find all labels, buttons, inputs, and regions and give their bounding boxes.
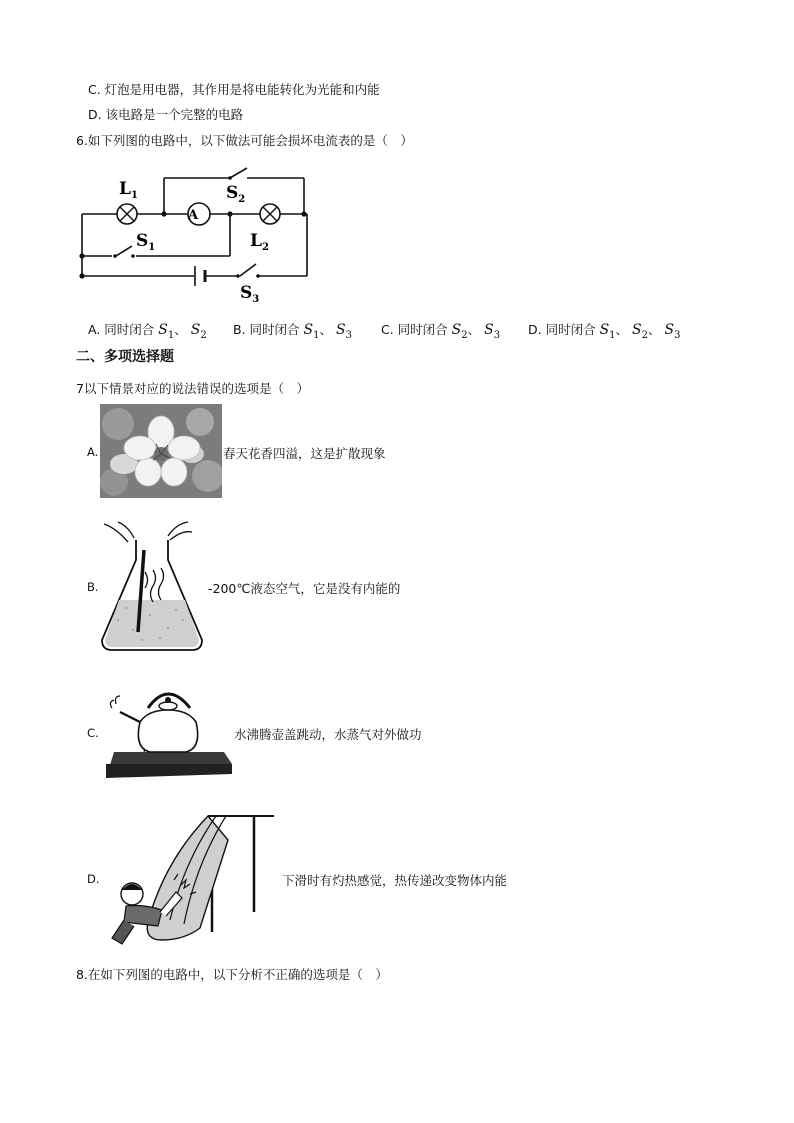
slide-illustration [104,812,276,954]
option-d-previous: D. 该电路是一个完整的电路 [88,107,244,122]
label-l2: $L_2$ [250,231,269,253]
q7-option-c-letter: C. [87,726,99,740]
question-8-stem: 8.在如下列图的电路中，以下分析不正确的选项是（ ） [76,967,388,982]
label-l1: $L_1$ [119,179,138,201]
q7-option-b-text: -200℃液态空气，它是没有内能的 [208,581,401,596]
flask-illustration [98,520,206,656]
label-s3: $S_3$ [240,283,260,305]
q7-option-d-letter: D. [87,872,100,886]
question-6-stem: 6.如下列图的电路中，以下做法可能会损坏电流表的是（ ） [76,133,413,148]
label-s2: $S_2$ [226,183,246,205]
q6-option-b: B. 同时闭合 $S_1$、 $S_3$ [233,322,352,341]
section-heading: 二、多项选择题 [76,349,174,365]
flower-photo [100,404,222,498]
question-7-stem: 7以下情景对应的说法错误的选项是（ ） [76,381,309,396]
q7-option-a-text: 春天花香四溢，这是扩散现象 [223,446,386,461]
label-s1: $S_1$ [136,231,156,253]
q7-option-b-letter: B. [87,580,99,594]
q7-option-d-text: 下滑时有灼热感觉，热传递改变物体内能 [282,873,508,888]
q6-option-c: C. 同时闭合 $S_2$、 $S_3$ [381,322,501,341]
q7-option-a-letter: A. [87,445,99,459]
q6-option-d: D. 同时闭合 $S_1$、 $S_2$、 $S_3$ [528,322,681,341]
q6-option-a: A. 同时闭合 $S_1$、 $S_2$ [88,322,207,341]
kettle-illustration [104,678,232,778]
circuit-diagram [72,160,322,310]
option-c-previous: C. 灯泡是用电器，其作用是将电能转化为光能和内能 [88,82,380,97]
q7-option-c-text: 水沸腾壶盖跳动，水蒸气对外做功 [234,727,422,742]
label-ammeter: A [187,208,199,223]
